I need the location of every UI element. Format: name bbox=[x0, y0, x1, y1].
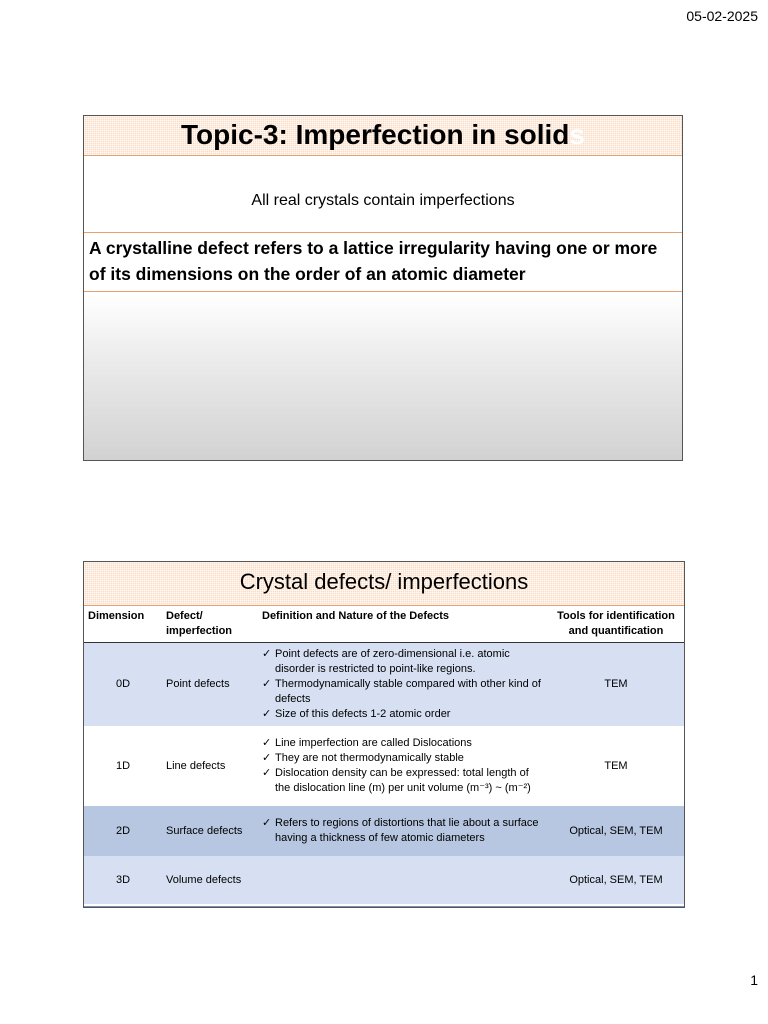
cell-dimension: 3D bbox=[84, 856, 162, 904]
slide-1-title bbox=[84, 116, 682, 156]
header-tools: Tools for identification and quantification bbox=[548, 606, 684, 643]
slide-1-title-faded: s bbox=[569, 119, 585, 150]
checkmark-icon: ✓ bbox=[262, 708, 272, 720]
slide-2 bbox=[83, 561, 685, 908]
table-row bbox=[84, 806, 684, 856]
slide-1-divider-bottom bbox=[84, 291, 682, 292]
cell-definition bbox=[258, 806, 548, 856]
slide-1-subtitle: All real crystals contain imperfections bbox=[251, 192, 515, 209]
cell-defect: Point defects bbox=[162, 643, 258, 727]
definition-bullet: ✓ They are not thermodynamically stable bbox=[262, 752, 464, 764]
definition-bullet: ✓ Dislocation density can be expressed: total length of the dislocation line (m) per unit volume (m⁻³) ~ (m⁻²) bbox=[262, 767, 531, 794]
defects-table bbox=[84, 606, 684, 904]
cell-defect: Line defects bbox=[162, 726, 258, 806]
checkmark-icon: ✓ bbox=[262, 752, 272, 764]
slide-1-title-text: Topic-3: Imperfection in solid bbox=[181, 119, 570, 150]
header-dimension: Dimension bbox=[84, 606, 162, 643]
checkmark-icon: ✓ bbox=[262, 648, 272, 660]
cell-definition bbox=[258, 726, 548, 806]
table-row bbox=[84, 643, 684, 727]
document-date: 05-02-2025 bbox=[686, 8, 758, 24]
cell-tools: TEM bbox=[548, 726, 684, 806]
checkmark-icon: ✓ bbox=[262, 737, 272, 749]
cell-defect: Volume defects bbox=[162, 856, 258, 904]
cell-dimension: 1D bbox=[84, 726, 162, 806]
table-row bbox=[84, 726, 684, 806]
definition-bullet: ✓ Size of this defects 1-2 atomic order bbox=[262, 708, 451, 720]
cell-tools: Optical, SEM, TEM bbox=[548, 806, 684, 856]
definition-bullet: ✓ Refers to regions of distortions that lie about a surface having a thickness of few atomic diameters bbox=[262, 817, 539, 844]
cell-dimension: 2D bbox=[84, 806, 162, 856]
definition-bullet: ✓ Point defects are of zero-dimensional i.e. atomic disorder is restricted to point-like regions. bbox=[262, 648, 510, 675]
slide-1 bbox=[83, 115, 683, 461]
slide-1-definition: A crystalline defect refers to a lattice irregularity having one or more of its dimensions on the order of an atomic diameter bbox=[89, 238, 658, 284]
header-definition: Definition and Nature of the Defects bbox=[258, 606, 548, 643]
slide-2-title: Crystal defects/ imperfections bbox=[84, 562, 684, 606]
cell-defect: Surface defects bbox=[162, 806, 258, 856]
page-number: 1 bbox=[750, 972, 758, 988]
table-bottom-line bbox=[84, 906, 684, 907]
cell-dimension: 0D bbox=[84, 643, 162, 727]
cell-definition bbox=[258, 643, 548, 727]
checkmark-icon: ✓ bbox=[262, 817, 272, 829]
definition-bullet: ✓ Thermodynamically stable compared with other kind of defects bbox=[262, 678, 541, 705]
cell-definition bbox=[258, 856, 548, 904]
table-row bbox=[84, 856, 684, 904]
header-defect: Defect/ imperfection bbox=[162, 606, 258, 643]
checkmark-icon: ✓ bbox=[262, 678, 272, 690]
table-header-row bbox=[84, 606, 684, 643]
checkmark-icon: ✓ bbox=[262, 767, 272, 779]
definition-bullet: ✓ Line imperfection are called Dislocations bbox=[262, 737, 472, 749]
cell-tools: Optical, SEM, TEM bbox=[548, 856, 684, 904]
cell-tools: TEM bbox=[548, 643, 684, 727]
